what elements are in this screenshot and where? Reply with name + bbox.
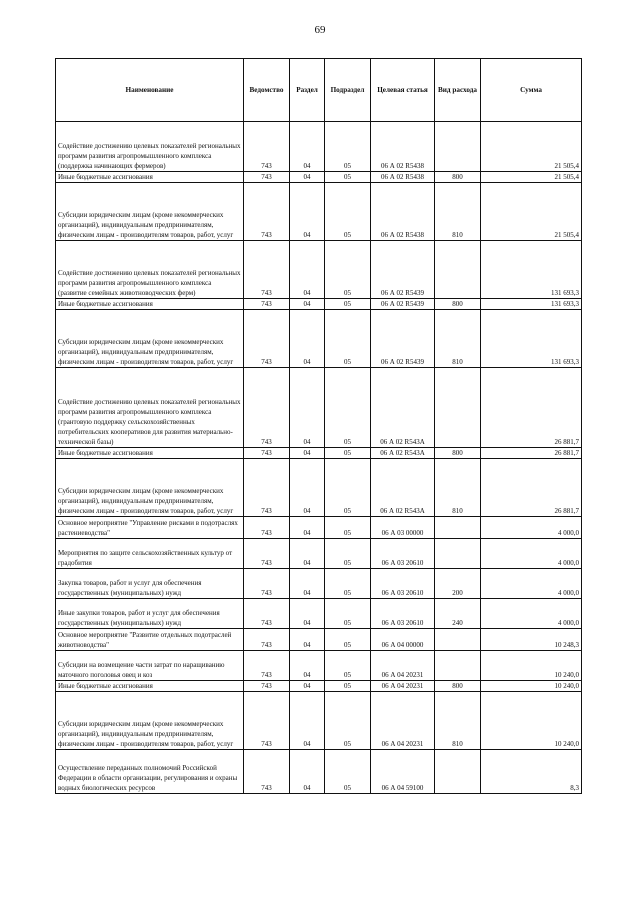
cell-name: Иные бюджетные ассигнования <box>56 172 244 183</box>
table-row <box>56 241 582 299</box>
cell-subsection: 05 <box>325 368 371 448</box>
cell-name: Осуществление переданных полномочий Российской Федерации в области организации, регулирования и охраны водных биологических ресурсов <box>56 750 244 794</box>
cell-section: 04 <box>290 310 325 368</box>
cell-dept: 743 <box>244 517 290 539</box>
cell-section: 04 <box>290 517 325 539</box>
cell-dept: 743 <box>244 310 290 368</box>
cell-subsection: 05 <box>325 750 371 794</box>
header-name: Наименование <box>56 59 244 122</box>
cell-target: 06 А 04 00000 <box>371 629 435 651</box>
cell-target: 06 А 02 R5438 <box>371 172 435 183</box>
cell-dept: 743 <box>244 569 290 599</box>
cell-name: Содействие достижению целевых показателей региональных программ развития агропромышленного комплекса (поддержка начинающих фермеров) <box>56 122 244 172</box>
cell-sum: 10 240,0 <box>481 692 582 750</box>
cell-expense-type: 810 <box>435 183 481 241</box>
table-row <box>56 681 582 692</box>
cell-target: 06 А 03 20610 <box>371 539 435 569</box>
cell-expense-type <box>435 241 481 299</box>
cell-name: Содействие достижению целевых показателей региональных программ развития агропромышленного комплекса (развитие семейных животноводческих ферм) <box>56 241 244 299</box>
cell-expense-type <box>435 629 481 651</box>
cell-target: 06 А 04 20231 <box>371 651 435 681</box>
cell-expense-type: 800 <box>435 299 481 310</box>
cell-expense-type: 800 <box>435 448 481 459</box>
cell-section: 04 <box>290 651 325 681</box>
table-row <box>56 448 582 459</box>
table-row <box>56 750 582 794</box>
header-target: Целевая статья <box>371 59 435 122</box>
cell-name: Субсидии юридическим лицам (кроме некоммерческих организаций), индивидуальным предпринимателям, физическим лицам - производителям товаров, работ, услуг <box>56 310 244 368</box>
cell-sum: 21 505,4 <box>481 122 582 172</box>
cell-sum: 21 505,4 <box>481 183 582 241</box>
cell-expense-type: 800 <box>435 681 481 692</box>
cell-sum: 26 881,7 <box>481 448 582 459</box>
cell-name: Закупка товаров, работ и услуг для обеспечения государственных (муниципальных) нужд <box>56 569 244 599</box>
table-row <box>56 459 582 517</box>
cell-section: 04 <box>290 241 325 299</box>
cell-expense-type: 810 <box>435 459 481 517</box>
cell-expense-type: 810 <box>435 692 481 750</box>
cell-expense-type: 800 <box>435 172 481 183</box>
table-row <box>56 651 582 681</box>
table-row <box>56 629 582 651</box>
budget-table <box>55 58 582 794</box>
cell-section: 04 <box>290 183 325 241</box>
cell-section: 04 <box>290 750 325 794</box>
cell-expense-type <box>435 368 481 448</box>
cell-sum: 10 248,3 <box>481 629 582 651</box>
cell-name: Иные бюджетные ассигнования <box>56 681 244 692</box>
cell-section: 04 <box>290 122 325 172</box>
cell-name: Субсидии юридическим лицам (кроме некоммерческих организаций), индивидуальным предпринимателям, физическим лицам - производителям товаров, работ, услуг <box>56 459 244 517</box>
table-body <box>56 122 582 794</box>
cell-target: 06 А 02 R543А <box>371 448 435 459</box>
table-row <box>56 368 582 448</box>
cell-target: 06 А 02 R5438 <box>371 122 435 172</box>
cell-sum: 131 693,3 <box>481 299 582 310</box>
cell-sum: 10 240,0 <box>481 651 582 681</box>
cell-subsection: 05 <box>325 448 371 459</box>
cell-target: 06 А 03 20610 <box>371 569 435 599</box>
cell-subsection: 05 <box>325 629 371 651</box>
cell-target: 06 А 04 20231 <box>371 681 435 692</box>
table-row <box>56 299 582 310</box>
cell-target: 06 А 02 R5439 <box>371 310 435 368</box>
cell-expense-type <box>435 750 481 794</box>
cell-dept: 743 <box>244 448 290 459</box>
cell-dept: 743 <box>244 629 290 651</box>
cell-target: 06 А 03 20610 <box>371 599 435 629</box>
cell-expense-type: 810 <box>435 310 481 368</box>
cell-section: 04 <box>290 459 325 517</box>
cell-target: 06 А 02 R5439 <box>371 299 435 310</box>
cell-sum: 4 000,0 <box>481 517 582 539</box>
cell-expense-type <box>435 517 481 539</box>
cell-subsection: 05 <box>325 122 371 172</box>
cell-target: 06 А 02 R5439 <box>371 241 435 299</box>
cell-subsection: 05 <box>325 517 371 539</box>
cell-dept: 743 <box>244 172 290 183</box>
table-row <box>56 517 582 539</box>
cell-dept: 743 <box>244 599 290 629</box>
cell-name: Основное мероприятие "Управление рисками в подотраслях растениеводства" <box>56 517 244 539</box>
cell-sum: 4 000,0 <box>481 599 582 629</box>
cell-sum: 26 881,7 <box>481 459 582 517</box>
cell-dept: 743 <box>244 750 290 794</box>
cell-name: Субсидии юридическим лицам (кроме некоммерческих организаций), индивидуальным предпринимателям, физическим лицам - производителям товаров, работ, услуг <box>56 183 244 241</box>
cell-name: Мероприятия по защите сельскохозяйственных культур от градобития <box>56 539 244 569</box>
cell-dept: 743 <box>244 183 290 241</box>
cell-name: Субсидии юридическим лицам (кроме некоммерческих организаций), индивидуальным предпринимателям, физическим лицам - производителям товаров, работ, услуг <box>56 692 244 750</box>
table-row <box>56 599 582 629</box>
table-header <box>56 59 582 122</box>
cell-dept: 743 <box>244 122 290 172</box>
cell-subsection: 05 <box>325 569 371 599</box>
cell-expense-type <box>435 539 481 569</box>
cell-name: Основное мероприятие "Развитие отдельных подотраслей животноводства" <box>56 629 244 651</box>
cell-dept: 743 <box>244 368 290 448</box>
cell-dept: 743 <box>244 241 290 299</box>
cell-section: 04 <box>290 448 325 459</box>
cell-expense-type: 240 <box>435 599 481 629</box>
cell-section: 04 <box>290 539 325 569</box>
cell-section: 04 <box>290 599 325 629</box>
cell-dept: 743 <box>244 651 290 681</box>
cell-sum: 4 000,0 <box>481 569 582 599</box>
cell-subsection: 05 <box>325 172 371 183</box>
cell-sum: 8,3 <box>481 750 582 794</box>
table-row <box>56 122 582 172</box>
cell-subsection: 05 <box>325 539 371 569</box>
cell-sum: 4 000,0 <box>481 539 582 569</box>
cell-subsection: 05 <box>325 459 371 517</box>
cell-subsection: 05 <box>325 183 371 241</box>
cell-target: 06 А 02 R543А <box>371 459 435 517</box>
page-number: 69 <box>314 24 326 36</box>
cell-subsection: 05 <box>325 310 371 368</box>
cell-target: 06 А 02 R5438 <box>371 183 435 241</box>
table-row <box>56 569 582 599</box>
cell-sum: 131 693,3 <box>481 310 582 368</box>
cell-section: 04 <box>290 368 325 448</box>
cell-section: 04 <box>290 299 325 310</box>
header-expense-type: Вид расхода <box>435 59 481 122</box>
header-section: Раздел <box>290 59 325 122</box>
cell-subsection: 05 <box>325 681 371 692</box>
cell-section: 04 <box>290 569 325 599</box>
header-subsection: Подраздел <box>325 59 371 122</box>
cell-target: 06 А 04 59100 <box>371 750 435 794</box>
cell-name: Иные закупки товаров, работ и услуг для обеспечения государственных (муниципальных) нужд <box>56 599 244 629</box>
cell-target: 06 А 02 R543А <box>371 368 435 448</box>
cell-section: 04 <box>290 629 325 651</box>
cell-dept: 743 <box>244 681 290 692</box>
cell-subsection: 05 <box>325 299 371 310</box>
table-row <box>56 310 582 368</box>
cell-subsection: 05 <box>325 651 371 681</box>
cell-sum: 26 881,7 <box>481 368 582 448</box>
table-row <box>56 539 582 569</box>
header-dept: Ведомство <box>244 59 290 122</box>
cell-section: 04 <box>290 172 325 183</box>
header-sum: Сумма <box>481 59 582 122</box>
cell-name: Иные бюджетные ассигнования <box>56 448 244 459</box>
cell-expense-type: 200 <box>435 569 481 599</box>
table-row <box>56 692 582 750</box>
cell-sum: 10 240,0 <box>481 681 582 692</box>
cell-target: 06 А 03 00000 <box>371 517 435 539</box>
cell-subsection: 05 <box>325 241 371 299</box>
cell-dept: 743 <box>244 539 290 569</box>
cell-section: 04 <box>290 692 325 750</box>
cell-section: 04 <box>290 681 325 692</box>
cell-expense-type <box>435 651 481 681</box>
cell-dept: 743 <box>244 692 290 750</box>
cell-name: Иные бюджетные ассигнования <box>56 299 244 310</box>
cell-dept: 743 <box>244 299 290 310</box>
cell-name: Содействие достижению целевых показателей региональных программ развития агропромышленного комплекса (грантовую поддержку сельскохозяйственных потребительских кооперативов для развития материально-технической базы) <box>56 368 244 448</box>
table-row <box>56 183 582 241</box>
cell-name: Субсидии на возмещение части затрат по наращиванию маточного поголовья овец и коз <box>56 651 244 681</box>
cell-subsection: 05 <box>325 599 371 629</box>
cell-dept: 743 <box>244 459 290 517</box>
cell-target: 06 А 04 20231 <box>371 692 435 750</box>
cell-expense-type <box>435 122 481 172</box>
cell-sum: 131 693,3 <box>481 241 582 299</box>
table-row <box>56 172 582 183</box>
cell-sum: 21 505,4 <box>481 172 582 183</box>
cell-subsection: 05 <box>325 692 371 750</box>
